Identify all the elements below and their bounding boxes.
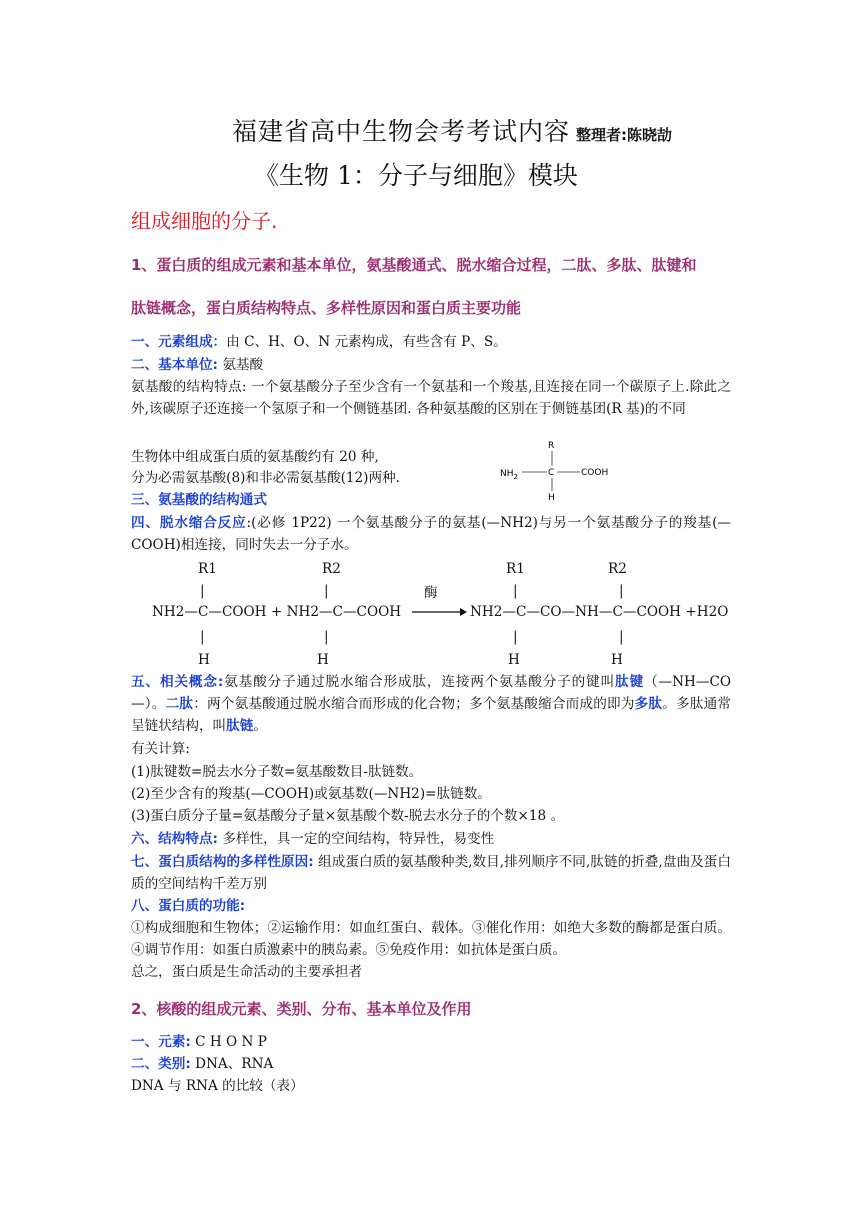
reaction-arrow-icon bbox=[410, 604, 468, 618]
nucleic-elements-label: 一、元素: bbox=[131, 1034, 191, 1050]
bond-bar: | bbox=[619, 629, 624, 645]
topic2-heading: 2、核酸的组成元素、类别、分布、基本单位及作用 bbox=[131, 1000, 472, 1018]
reaction-r1-left: R1 bbox=[198, 561, 217, 577]
basic-unit-text: 氨基酸 bbox=[218, 357, 264, 373]
reaction-reactants: NH2—C—COOH + NH2—C—COOH bbox=[152, 604, 402, 620]
amino-acid-count: 生物体中组成蛋白质的氨基酸约有 20 种, bbox=[131, 449, 379, 465]
protein-functions-heading bbox=[131, 896, 245, 916]
reaction-h: H bbox=[198, 652, 210, 668]
dehydration-label: 四、脱水缩合反应 bbox=[131, 515, 247, 531]
related-concepts bbox=[131, 671, 731, 737]
concept-text: ：两个氨基酸通过脱水缩合而形成的化合物；多个氨基酸缩合而成的即为 bbox=[193, 696, 635, 712]
nucleic-types-text: DNA、RNA bbox=[190, 1056, 274, 1072]
reaction-h: H bbox=[508, 652, 520, 668]
enzyme-label: 酶 bbox=[424, 585, 438, 601]
basic-unit-label: 二、基本单位: bbox=[131, 357, 218, 373]
keyword-polypeptide: 多肽 bbox=[634, 696, 663, 712]
keyword-peptide-bond: 肽键 bbox=[615, 674, 645, 690]
concept-text: （—NH—CO—）。 bbox=[131, 674, 732, 712]
title-text: 福建省高中生物会考考试内容 bbox=[232, 117, 571, 146]
amine-label: $NH_2$ bbox=[500, 469, 518, 481]
nucleic-types bbox=[131, 1054, 273, 1074]
calc-1: (1)肽键数=脱去水分子数=氨基酸数目-肽链数。 bbox=[131, 764, 423, 780]
bond-bar: | bbox=[324, 583, 329, 599]
diversity-reason-label: 七、蛋白质结构的多样性原因: bbox=[131, 854, 314, 870]
author: 整理者:陈晓劼 bbox=[576, 126, 673, 144]
reaction-h: H bbox=[317, 652, 329, 668]
related-concepts-label: 五、相关概念: bbox=[131, 674, 224, 690]
calc-2: (2)至少含有的羧基(—COOH)或氨基数(—NH2)=肽链数。 bbox=[131, 786, 491, 802]
protein-functions-text: ①构成细胞和生物体；②运输作用：如血红蛋白、载体。③催化作用：如绝大多数的酶都是蛋白质。④调节作用：如蛋白质激素中的胰岛素。⑤免疫作用：如抗体是蛋白质。 bbox=[131, 920, 731, 958]
dehydration-condensation bbox=[131, 512, 731, 556]
dna-rna-comparison: DNA 与 RNA 的比较（表） bbox=[131, 1078, 304, 1094]
calc-heading: 有关计算: bbox=[131, 741, 190, 757]
diversity-reason bbox=[131, 851, 731, 895]
r-group-label: R bbox=[548, 441, 555, 451]
bond-bar: | bbox=[200, 629, 205, 645]
topic1-line2: 肽链概念，蛋白质结构特点、多样性原因和蛋白质主要功能 bbox=[131, 299, 522, 317]
topic1-line1: 1、蛋白质的组成元素和基本单位，氨基酸通式、脱水缩合过程，二肽、多肽、肽键和 bbox=[131, 256, 697, 274]
amino-acid-types: 分为必需氨基酸(8)和非必需氨基酸(12)两种. bbox=[131, 470, 400, 486]
reaction-h: H bbox=[611, 652, 623, 668]
bond-bar: | bbox=[200, 583, 205, 599]
element-composition bbox=[131, 332, 507, 352]
structure-features bbox=[131, 829, 494, 849]
structure-features-text: 多样性，具一定的空间结构，特异性，易变性 bbox=[218, 831, 495, 847]
bond-bar: | bbox=[513, 583, 518, 599]
carboxyl-label: COOH bbox=[581, 468, 609, 478]
element-composition-text: 由 C、H、O、N 元素构成，有些含有 P、S。 bbox=[226, 334, 507, 350]
reaction-products: NH2—C—CO—NH—C—COOH +H2O bbox=[470, 604, 729, 620]
protein-summary: 总之，蛋白质是生命活动的主要承担者 bbox=[131, 964, 363, 980]
amino-acid-description: 氨基酸的结构特点: 一个氨基酸分子至少含有一个氨基和一个羧基,且连接在同一个碳原子上.除此之外,该碳原子还连接一个氢原子和一个侧链基团. 各种氨基酸的区别在于侧链基团(R 基)的不同 bbox=[131, 379, 731, 417]
structure-features-label: 六、结构特点: bbox=[131, 831, 218, 847]
element-composition-label: 一、元素组成： bbox=[131, 334, 227, 350]
reaction-r2-left: R2 bbox=[322, 561, 341, 577]
bond-bar: | bbox=[619, 583, 624, 599]
bond-bar: | bbox=[324, 629, 329, 645]
bond-bar: | bbox=[513, 629, 518, 645]
keyword-peptide-chain: 肽链 bbox=[226, 718, 254, 734]
calc-3: (3)蛋白质分子量=氨基酸分子量×氨基酸个数-脱去水分子的个数×18 。 bbox=[131, 808, 565, 824]
nucleic-elements-text: C H O N P bbox=[190, 1034, 267, 1050]
basic-unit bbox=[131, 355, 263, 375]
dehydration-text: :(必修 1P22) 一个氨基酸分子的氨基(—NH2)与另一个氨基酸分子的羧基(—COOH)相连接，同时失去一分子水。 bbox=[131, 515, 731, 553]
keyword-dipeptide: 二肽 bbox=[165, 696, 194, 712]
general-formula-heading bbox=[131, 490, 267, 510]
concept-text: 。 bbox=[253, 718, 267, 734]
concept-text: 。多肽通常呈链状结构，叫 bbox=[131, 696, 732, 734]
general-formula-label: 三、氨基酸的结构通式 bbox=[131, 492, 267, 508]
page-title bbox=[232, 112, 672, 148]
amino-acid-structure bbox=[498, 440, 618, 502]
module-title: 《生物 1：分子与细胞》模块 bbox=[254, 161, 578, 190]
hydrogen-label: H bbox=[548, 493, 555, 502]
concept-text: 氨基酸分子通过脱水缩合形成肽，连接两个氨基酸分子的键叫 bbox=[223, 674, 616, 690]
reaction-r2-right: R2 bbox=[608, 561, 627, 577]
protein-functions-label: 八、蛋白质的功能: bbox=[131, 898, 246, 914]
reaction-r1-right: R1 bbox=[506, 561, 525, 577]
nucleic-types-label: 二、类别: bbox=[131, 1056, 191, 1072]
carbon-label: C bbox=[548, 468, 555, 478]
nucleic-elements bbox=[131, 1032, 267, 1052]
section-title: 组成细胞的分子. bbox=[131, 209, 278, 233]
diversity-reason-text: 组成蛋白质的氨基酸种类,数目,排列顺序不同,肽链的折叠,盘曲及蛋白质的空间结构千差万别 bbox=[131, 854, 732, 892]
